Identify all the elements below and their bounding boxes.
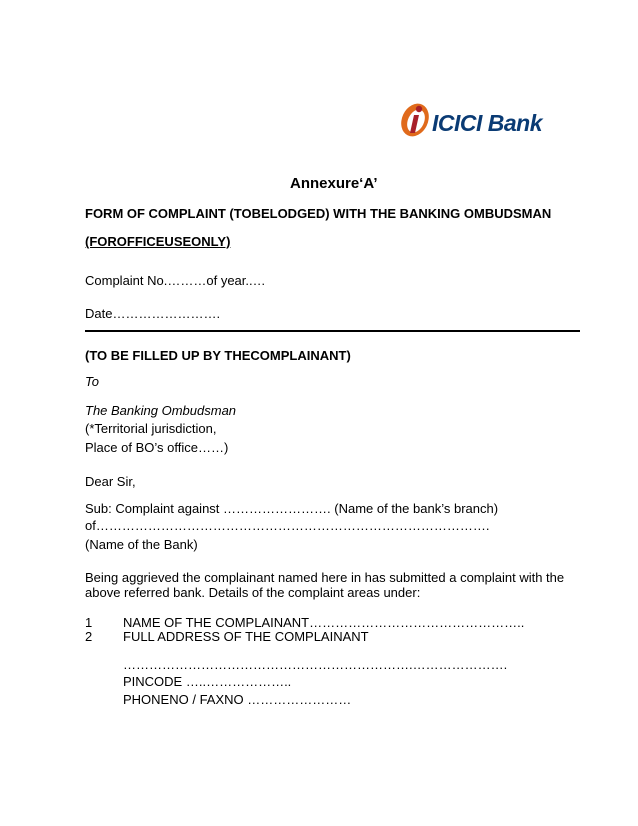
bank-name-label: (Name of the Bank) — [85, 537, 198, 552]
list-item-number: 2 — [85, 629, 93, 644]
date-field: Date……………………. — [85, 306, 221, 321]
salutation: Dear Sir, — [85, 474, 136, 489]
icici-bank-logo — [398, 100, 583, 142]
form-heading: FORM OF COMPLAINT (TOBELODGED) WITH THE BANKING OMBUDSMAN — [85, 206, 552, 221]
to-label: To — [85, 374, 99, 389]
horizontal-rule — [85, 330, 580, 332]
list-item-complainant-address: FULL ADDRESS OF THE COMPLAINANT — [123, 629, 369, 644]
list-item-complainant-name: NAME OF THE COMPLAINANT………………………………………….. — [123, 615, 525, 630]
jurisdiction-note: (*Territorial jurisdiction, — [85, 421, 217, 436]
annexure-title: Annexure‘A’ — [290, 175, 378, 192]
bo-office-note: Place of BO’s office……) — [85, 440, 229, 455]
intro-paragraph-line-1: Being aggrieved the complainant named here in has submitted a complaint with the — [85, 570, 565, 585]
subject-line: Sub: Complaint against ……………………. (Name of the bank’s branch) — [85, 501, 499, 516]
complaint-number: Complaint No.………of year..… — [85, 273, 266, 288]
phone-fax-field: PHONENO / FAXNO …………………… — [123, 692, 352, 707]
subject-of-line: of………………………………………………………………………………. — [85, 518, 490, 533]
office-use-label: (FOROFFICEUSEONLY) — [85, 234, 231, 249]
addressee: The Banking Ombudsman — [85, 403, 237, 418]
filled-by-heading: (TO BE FILLED UP BY THECOMPLAINANT) — [85, 348, 351, 363]
address-blank-line: ………………………………………………………….…………………. — [123, 657, 508, 672]
logo-text: ICICI Bank — [432, 110, 543, 136]
intro-paragraph-line-2: above referred bank. Details of the complaint areas under: — [85, 585, 421, 600]
pincode-field: PINCODE …..……………….. — [123, 674, 292, 689]
icici-emblem-icon — [398, 100, 434, 142]
list-item-number: 1 — [85, 615, 93, 630]
